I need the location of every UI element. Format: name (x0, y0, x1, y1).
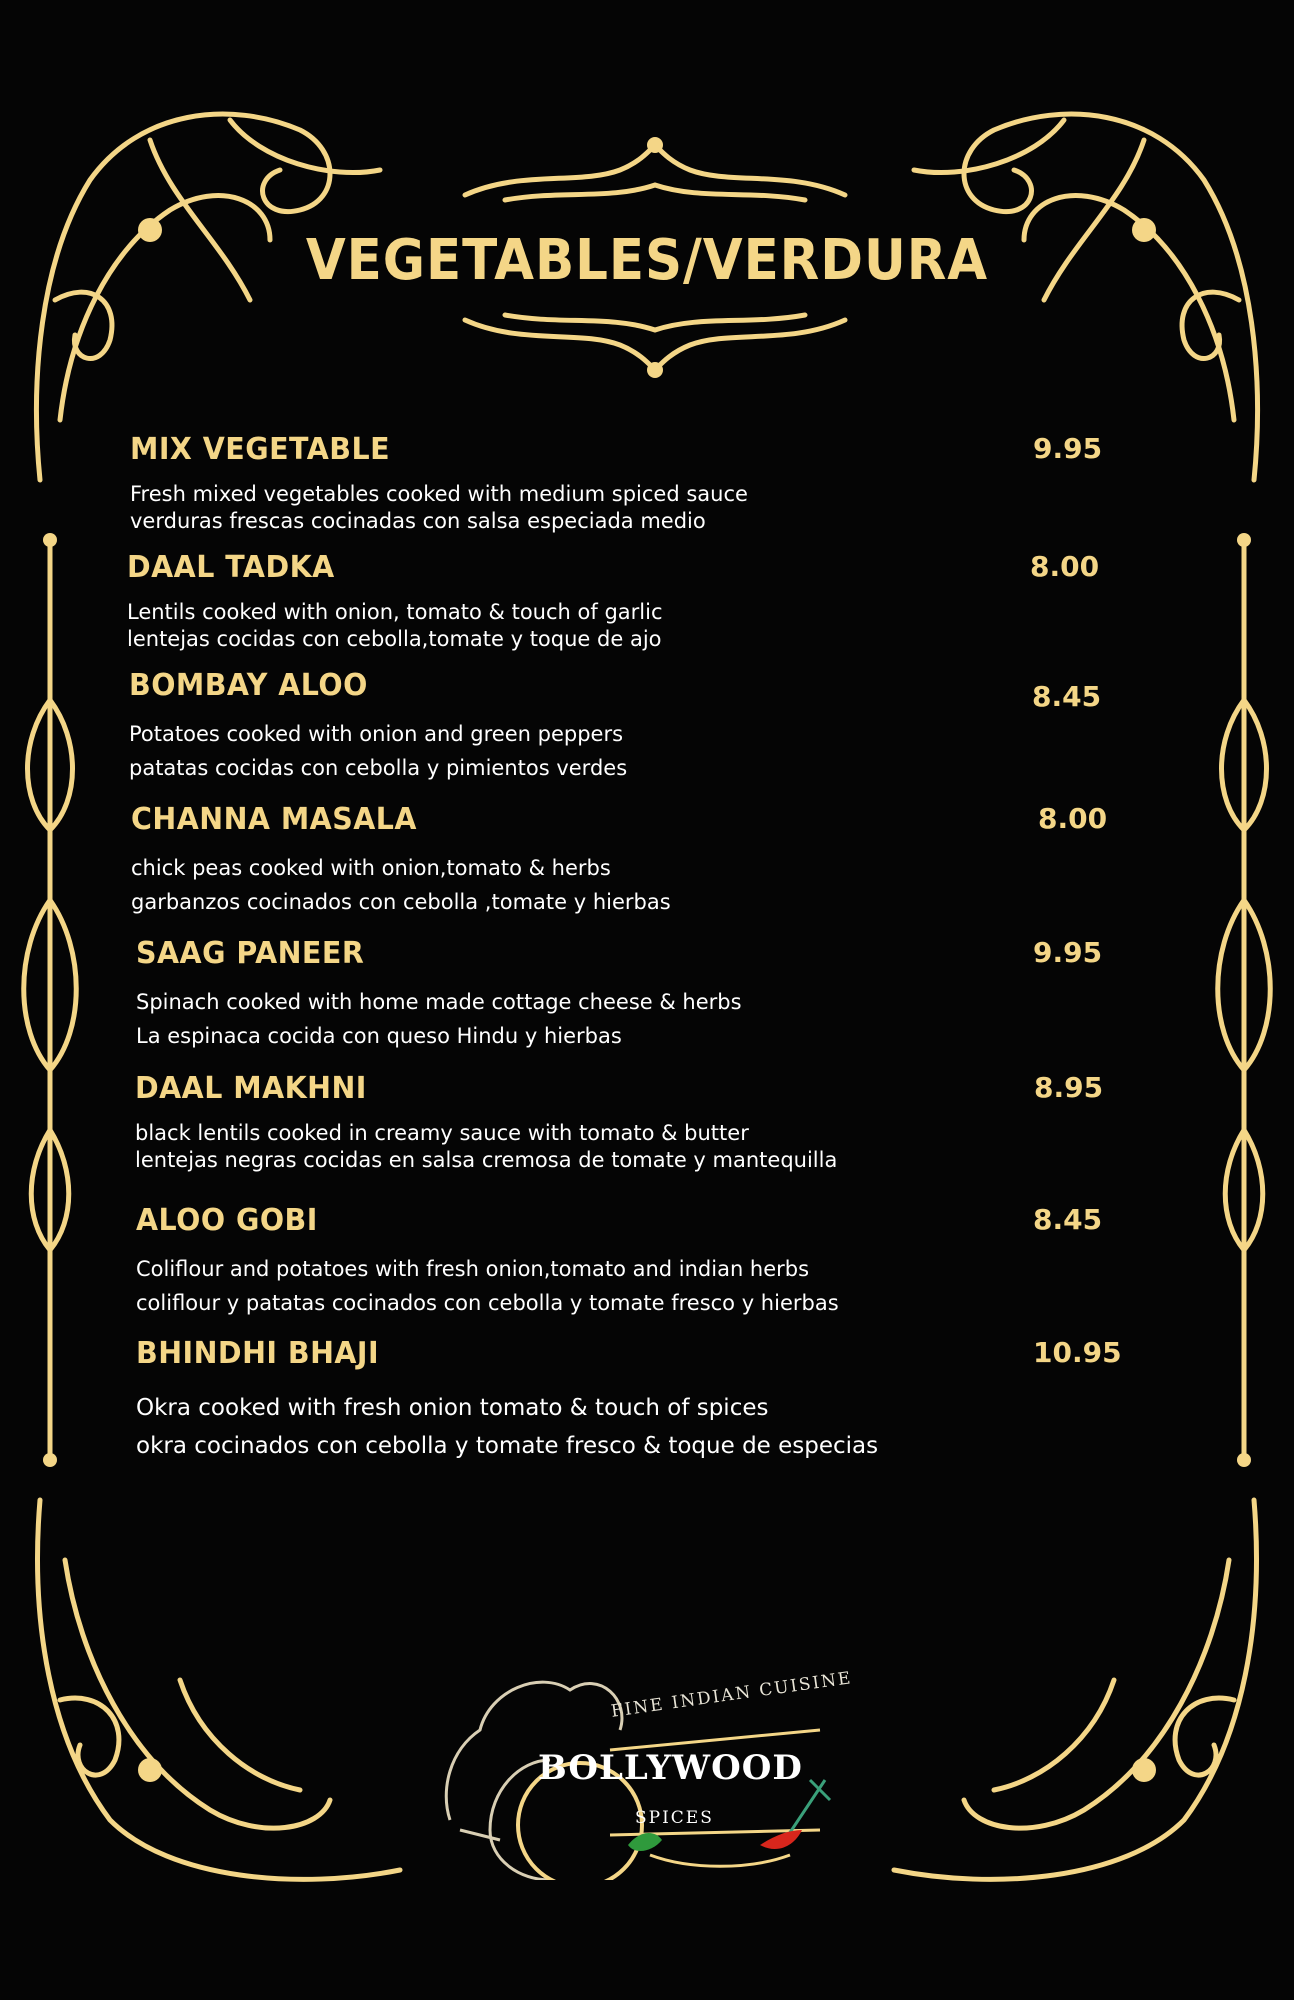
item-price: 10.95 (1033, 1336, 1122, 1369)
item-price: 8.45 (1033, 1203, 1103, 1236)
item-price: 9.95 (1033, 936, 1103, 969)
item-description-en: Spinach cooked with home made cottage cheese & herbs (136, 990, 742, 1014)
item-name: BHINDHI BHAJI (136, 1336, 380, 1371)
item-name: SAAG PANEER (136, 936, 365, 971)
item-price: 9.95 (1033, 432, 1103, 465)
item-name: DAAL MAKHNI (135, 1071, 367, 1106)
menu-item (127, 550, 1127, 653)
item-name: MIX VEGETABLE (130, 432, 391, 467)
menu-item (136, 936, 1136, 1053)
item-price: 8.95 (1034, 1071, 1104, 1104)
menu-item (136, 1203, 1136, 1320)
item-description-es: lentejas cocidas con cebolla,tomate y toque de ajo (127, 627, 662, 651)
item-description-en: Fresh mixed vegetables cooked with medium spiced sauce (130, 482, 748, 506)
item-price: 8.00 (1030, 550, 1100, 583)
menu-item (131, 802, 1131, 919)
item-description (127, 599, 1127, 653)
item-description-es: coliflour y patatas cocinados con cebolla y tomate fresco y hierbas (136, 1291, 839, 1315)
item-description-en: black lentils cooked in creamy sauce with tomato & butter (135, 1121, 749, 1145)
item-description-en: Potatoes cooked with onion and green peppers (129, 722, 624, 746)
item-name: ALOO GOBI (136, 1203, 318, 1238)
item-description (130, 481, 1130, 535)
item-description (135, 1120, 1135, 1174)
item-name: DAAL TADKA (127, 550, 335, 585)
item-price: 8.00 (1038, 802, 1108, 835)
item-description (129, 717, 1129, 785)
item-description (136, 1252, 1136, 1320)
menu-item (130, 432, 1130, 535)
item-description-es: verduras frescas cocinadas con salsa especiada medio (130, 509, 706, 533)
item-description (136, 1389, 1136, 1465)
item-name: CHANNA MASALA (131, 802, 417, 837)
item-description-en: chick peas cooked with onion,tomato & herbs (131, 856, 611, 880)
item-price: 8.45 (1032, 680, 1102, 713)
item-description-es: lentejas negras cocidas en salsa cremosa de tomate y mantequilla (135, 1148, 838, 1172)
menu-item (129, 668, 1129, 785)
item-description (136, 985, 1136, 1053)
logo-name: BOLLYWOOD (538, 1748, 803, 1788)
menu-item (135, 1071, 1135, 1174)
restaurant-logo (430, 1630, 870, 1880)
item-name: BOMBAY ALOO (129, 668, 368, 703)
item-description-es: La espinaca cocida con queso Hindu y hierbas (136, 1024, 622, 1048)
item-description-en: Okra cooked with fresh onion tomato & touch of spices (136, 1395, 769, 1421)
item-description-es: patatas cocidas con cebolla y pimientos verdes (129, 756, 628, 780)
item-description-es: okra cocinados con cebolla y tomate fresco & toque de especias (136, 1433, 879, 1459)
item-description-en: Coliflour and potatoes with fresh onion,tomato and indian herbs (136, 1257, 810, 1281)
item-description (131, 851, 1131, 919)
item-description-en: Lentils cooked with onion, tomato & touch of garlic (127, 600, 663, 624)
logo-subtitle: SPICES (635, 1808, 714, 1828)
menu-item (136, 1336, 1136, 1465)
logo-tagline: FINE INDIAN CUISINE (609, 1668, 854, 1722)
page-title: VEGETABLES/VERDURA (305, 228, 989, 293)
item-description-es: garbanzos cocinados con cebolla ,tomate y hierbas (131, 890, 671, 914)
